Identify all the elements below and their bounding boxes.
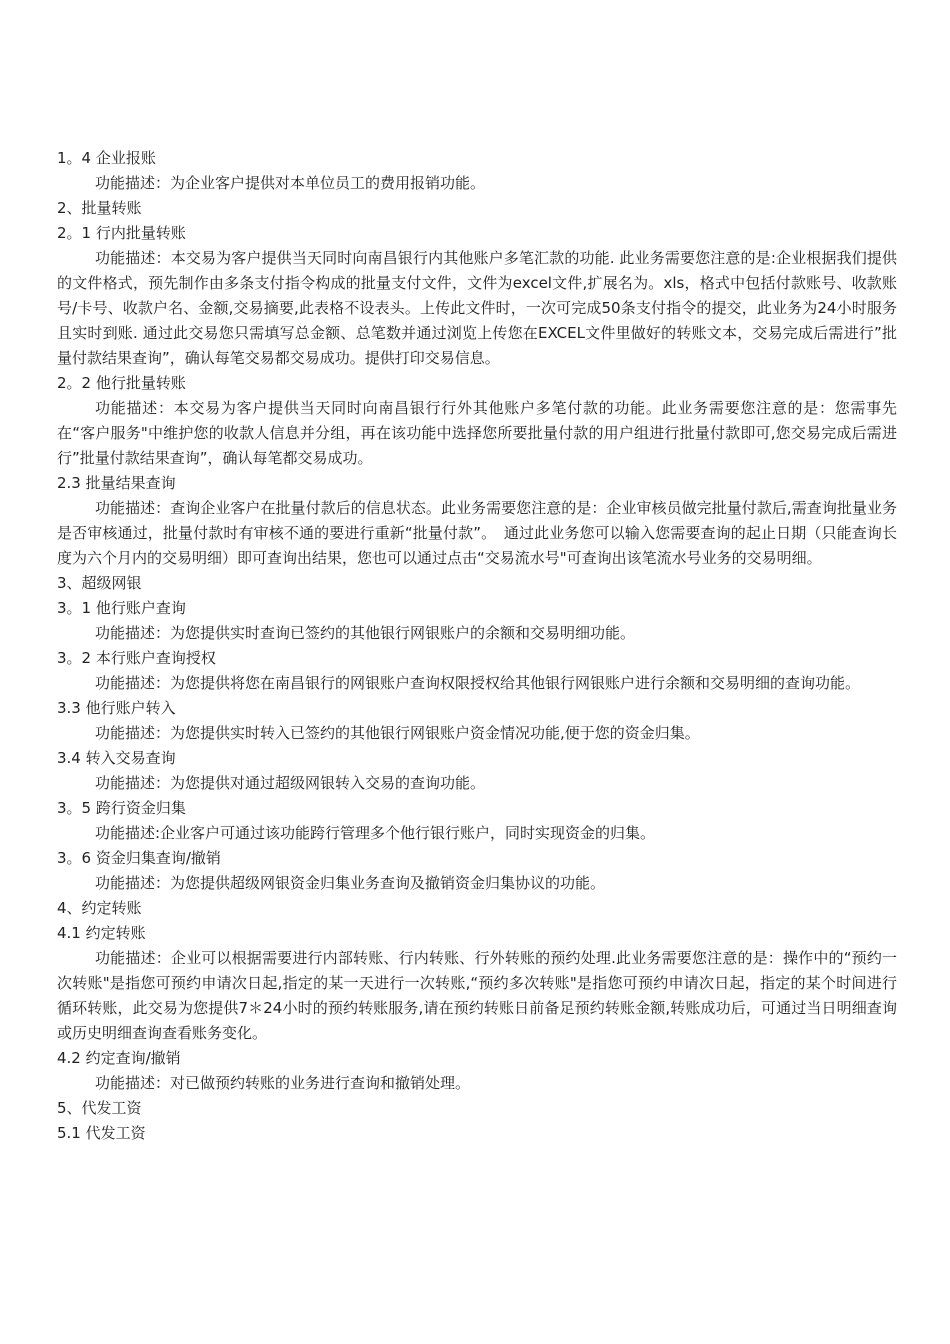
- function-description: 功能描述：对已做预约转账的业务进行查询和撤销处理。: [95, 1074, 471, 1092]
- section-heading: 3。5 跨行资金归集: [57, 799, 186, 817]
- section-heading: 2。2 他行批量转账: [57, 374, 186, 392]
- section-heading: 4.2 约定查询/撤销: [57, 1049, 181, 1067]
- function-description: 功能描述：为您提供将您在南昌银行的网银账户查询权限授权给其他银行网银账户进行余额和交易明细的查询功能。: [95, 674, 861, 692]
- document-page: [57, 146, 897, 1146]
- function-description: 功能描述：本交易为客户提供当天同时向南昌银行行外其他账户多笔付款的功能。此业务需要您注意的是：您需事先在“客户服务"中维护您的收款人信息并分组，再在该功能中选择您所要批量付款的用户组进行批量付款即可,您交易完成后需进行”批量付款结果查询”，确认每笔都交易成功。: [57, 399, 897, 467]
- section-heading: 2.3 批量结果查询: [57, 474, 176, 492]
- section-heading: 3.3 他行账户转入: [57, 699, 176, 717]
- function-description: 功能描述：为您提供超级网银资金归集业务查询及撤销资金归集协议的功能。: [95, 874, 606, 892]
- function-description: 功能描述:企业客户可通过该功能跨行管理多个他行银行账户，同时实现资金的归集。: [95, 824, 656, 842]
- section-heading: 1。4 企业报账: [57, 149, 156, 167]
- section-heading: 5.1 代发工资: [57, 1124, 146, 1142]
- function-description: 功能描述：为您提供实时查询已签约的其他银行网银账户的余额和交易明细功能。: [95, 624, 636, 642]
- section-heading: 2。1 行内批量转账: [57, 224, 186, 242]
- function-description: 功能描述：为企业客户提供对本单位员工的费用报销功能。: [95, 174, 486, 192]
- section-heading: 3。6 资金归集查询/撤销: [57, 849, 221, 867]
- section-heading: 3。2 本行账户查询授权: [57, 649, 216, 667]
- section-heading: 3.4 转入交易查询: [57, 749, 176, 767]
- section-heading: 3、超级网银: [57, 574, 142, 592]
- section-heading: 4、约定转账: [57, 899, 142, 917]
- function-description: 功能描述：本交易为客户提供当天同时向南昌银行内其他账户多笔汇款的功能. 此业务需要您注意的是:企业根据我们提供的文件格式，预先制作由多条支付指令构成的批量支付文件，文件为excel文件,扩展名为。xls，格式中包括付款账号、收款账号/卡号、收款户名、金额,交易摘要,此表格不设表头。上传此文件时，一次可完成50条支付指令的提交，此业务为24小时服务且实时到账. 通过此交易您只需填写总金额、总笔数并通过浏览上传您在EXCEL文件里做好的转账文本，交易完成后需进行”批量付款结果查询”，确认每笔交易都交易成功。提供打印交易信息。: [57, 249, 897, 367]
- function-description: 功能描述：为您提供对通过超级网银转入交易的查询功能。: [95, 774, 486, 792]
- function-description: 功能描述：企业可以根据需要进行内部转账、行内转账、行外转账的预约处理.此业务需要您注意的是：操作中的“预约一次转账"是指您可预约申请次日起,指定的某一天进行一次转账,“预约多次转账"是指您可预约申请次日起，指定的某个时间进行循环转账，此交易为您提供7＊24小时的预约转账服务,请在预约转账日前备足预约转账金额,转账成功后，可通过当日明细查询或历史明细查询查看账务变化。: [57, 949, 897, 1042]
- section-heading: 3。1 他行账户查询: [57, 599, 186, 617]
- function-description: 功能描述：为您提供实时转入已签约的其他银行网银账户资金情况功能,便于您的资金归集。: [95, 724, 700, 742]
- section-heading: 4.1 约定转账: [57, 924, 146, 942]
- section-heading: 5、代发工资: [57, 1099, 142, 1117]
- function-description: 功能描述：查询企业客户在批量付款后的信息状态。此业务需要您注意的是：企业审核员做完批量付款后,需查询批量业务是否审核通过，批量付款时有审核不通的要进行重新“批量付款”。 通过此业务您可以输入您需要查询的起止日期（只能查询长度为六个月内的交易明细）即可查询出结果，您也可以通过点击“交易流水号"可查询出该笔流水号业务的交易明细。: [57, 499, 897, 567]
- section-heading: 2、批量转账: [57, 199, 142, 217]
